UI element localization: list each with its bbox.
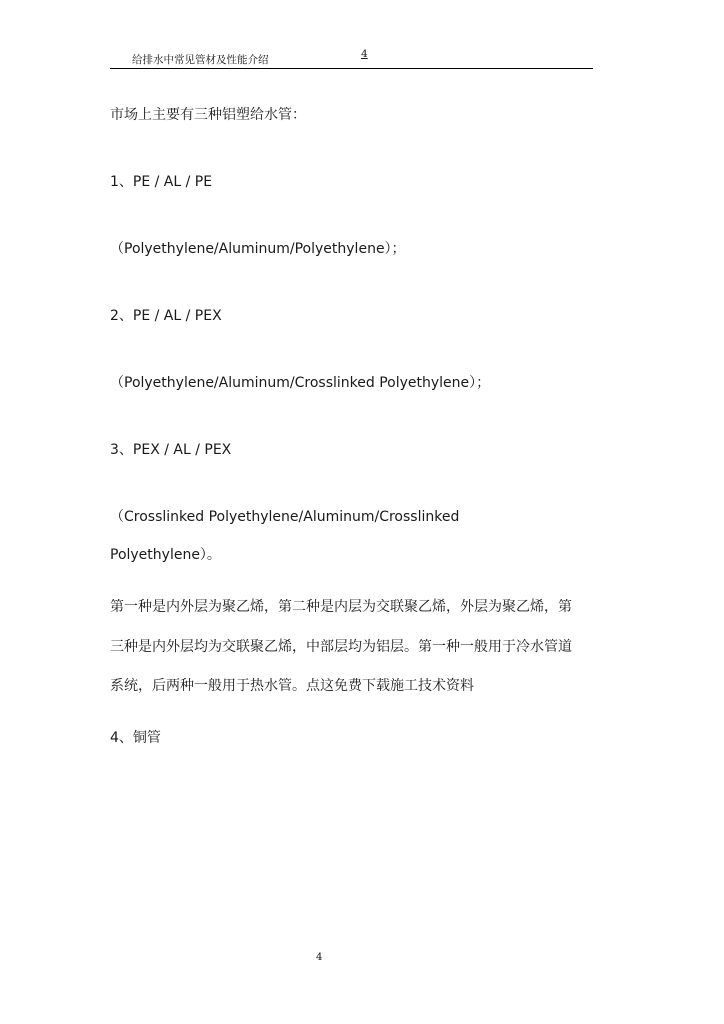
summary-line-1: 第一种是内外层为聚乙烯，第二种是内层为交联聚乙烯，外层为聚乙烯，第 [110, 599, 572, 615]
summary-line-3: 系统，后两种一般用于热水管。点这免费下载施工技术资料 [110, 678, 474, 694]
summary-line-2: 三种是内外层均为交联聚乙烯，中部层均为铝层。第一种一般用于冷水管道 [110, 639, 572, 655]
item-3-description-line-2: Polyethylene）。 [110, 547, 221, 563]
item-1-heading: 1、PE / AL / PE [110, 174, 213, 190]
header-page-number: 4 [361, 48, 368, 60]
item-1-description: （Polyethylene/Aluminum/Polyethylene）； [110, 241, 406, 257]
item-4-heading: 4、铜管 [110, 730, 161, 746]
item-2-heading: 2、PE / AL / PEX [110, 308, 222, 324]
item-3-description-line-1: （Crosslinked Polyethylene/Aluminum/Crosslinked [110, 509, 460, 525]
item-2-description: （Polyethylene/Aluminum/Crosslinked Polyethylene）； [110, 375, 491, 391]
item-3-heading: 3、PEX / AL / PEX [110, 442, 232, 458]
footer-page-number: 4 [316, 952, 323, 963]
page-header [110, 50, 593, 69]
header-title: 给排水中常见管材及性能介绍 [132, 54, 269, 66]
intro-paragraph: 市场上主要有三种铝塑给水管： [110, 107, 306, 123]
